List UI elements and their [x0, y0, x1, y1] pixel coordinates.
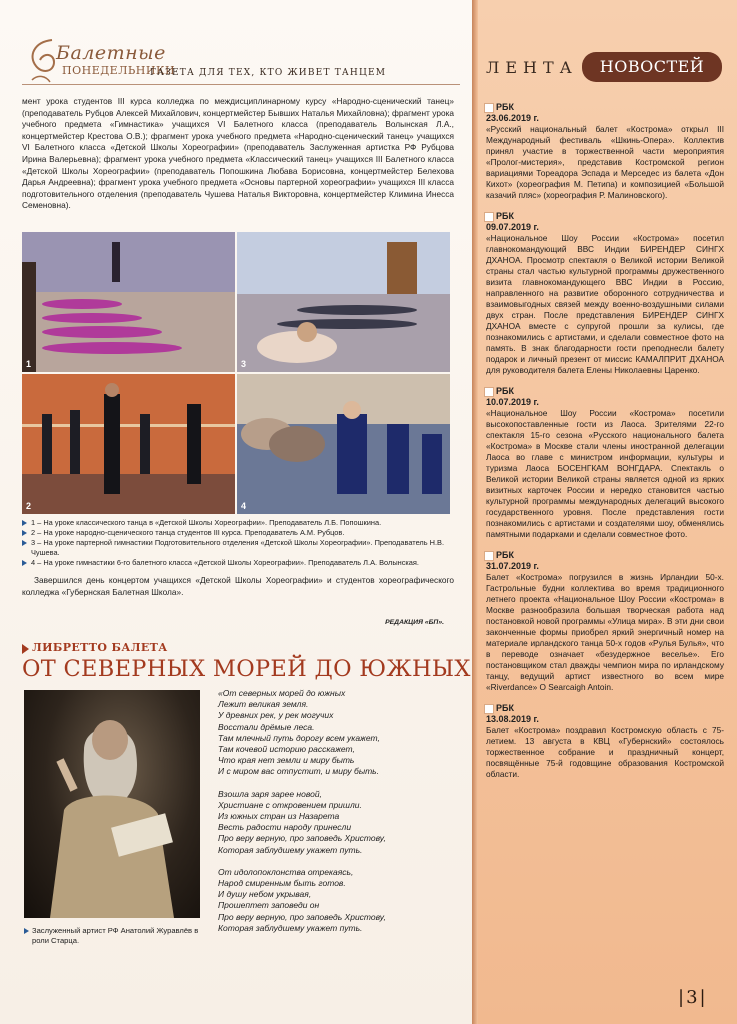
- news-text: Балет «Кострома» поздравил Костромскую область с 75-летием. 13 августа в КВЦ «Губернский» состоялось торжественное собрание и праздничный концерт, посвящённые 75-й годовщине образования Костромской области.: [486, 725, 724, 779]
- poem-line: У древних рек, у рек могучих: [218, 710, 334, 721]
- poem-line: Которая заблудшему укажет путь.: [218, 922, 363, 933]
- news-date: 31.07.2019 г.: [486, 561, 539, 571]
- photo-number: 2: [26, 501, 32, 511]
- photo-3-illustration: [237, 232, 450, 372]
- photo-caption: 3 – На уроке партерной гимнастики Подготовительного отделения «Детской Школы Хореографии». Преподаватель Н.В. Чушева.: [22, 538, 462, 558]
- poem-line: Народ смиренным быть готов.: [218, 878, 346, 889]
- poem-line: «От северных морей до южных: [218, 688, 346, 698]
- news-text: Балет «Кострома» погрузился в жизнь Ирландии 50-х. Гастрольные будни коллектива во время традиционного летнего проекта «Национальное Шоу России «Кострома» в Москве разнообразила большая творческая работа над постановкой новой программы «Улица мира». В эти дни свои законченные формы приобрел яркий энергичный номер на материале ирландского танца 50-х годов «Рулья Булья», что в переводе означает «безудержное веселье». Его постановщиком стал дважды чемпион мира по ирландскому танцу, ведущий артист известного во всем мире «Riverdance» О Searcaigh Antoin.: [486, 572, 724, 692]
- poem-line: И душу небом укрывая,: [218, 889, 312, 900]
- newspaper-tagline: ГАЗЕТА ДЛЯ ТЕХ, КТО ЖИВЕТ ТАНЦЕМ: [150, 68, 387, 78]
- photo-grid: [22, 232, 450, 514]
- news-source: РБК: [484, 386, 724, 397]
- photo-number: 3: [241, 359, 247, 369]
- elder-illustration: [24, 690, 200, 918]
- logo-subtitle: ПОНЕДЕЛЬНИКИ: [62, 64, 176, 77]
- poem-line: Там кочевой историю расскажет,: [218, 744, 355, 755]
- poem-line: Христиане с откровением пришли.: [218, 799, 362, 810]
- rubric-arrow-icon: [22, 644, 29, 654]
- libretto-title: ОТ СЕВЕРНЫХ МОРЕЙ ДО ЮЖНЫХ: [22, 656, 471, 682]
- photo-number: 4: [241, 501, 247, 511]
- poem-line: От идолопоклонства отрекаясь,: [218, 866, 354, 877]
- news-item: [484, 386, 724, 540]
- newspaper-logo: [22, 36, 176, 86]
- news-date: 23.06.2019 г.: [486, 113, 539, 123]
- news-date: 13.08.2019 г.: [486, 714, 539, 724]
- news-item: [484, 211, 724, 376]
- poem-stanza: [218, 867, 458, 934]
- poem-line: Про веру верную, про заповедь Христову,: [218, 833, 386, 844]
- photo-2-illustration: [22, 374, 235, 514]
- photo-classical-lesson: [22, 232, 235, 372]
- poem-line: Из южных стран из Назарета: [218, 811, 340, 822]
- news-feed: [484, 102, 724, 790]
- poem-line: Про веру верную, про заповедь Христову,: [218, 911, 386, 922]
- poem-line: Восстали дрёмые леса.: [218, 721, 315, 732]
- photo-caption: 1 – На уроке классического танца в «Детской Школы Хореографии». Преподаватель Л.Б. Попошкина.: [22, 518, 462, 528]
- news-text: «Русский национальный балет «Кострома» открыл III Международный фестиваль «Шкинь-Опера». Коллектив принял участие в торжественной части мероприятия «Пролог-мистерия», представив Костромской регион вариациями Тореадора Эспада и Мерседес из балета «Дон Кихот» (хореография М. Петипа) и композицией «Большой казачий пляс» (хореография Р. Малиновского).: [486, 124, 724, 200]
- poem-line: Лежит великая земля.: [218, 699, 309, 710]
- poem-line: И с миром вас отпустит, и миру быть.: [218, 766, 379, 777]
- poem-line: Что края нет земли и миру быть: [218, 755, 355, 766]
- photo-caption: 4 – На уроке гимнастики 6-го балетного класса «Детской Школы Хореографии». Преподаватель Л.А. Волынская.: [22, 558, 462, 568]
- news-item: [484, 550, 724, 693]
- photo-folk-dance-lesson: [22, 374, 235, 514]
- news-source: РБК: [484, 211, 724, 222]
- photo-gymnastics-lesson: [237, 374, 450, 514]
- photo-4-illustration: [237, 374, 450, 514]
- poem-line: Взошла заря зарее новой,: [218, 788, 322, 799]
- poem-line: Там млечный путь дорогу всем укажет,: [218, 732, 380, 743]
- poem-line: Весть радости народу принесли: [218, 822, 352, 833]
- poem-stanza: [218, 688, 458, 778]
- article-outro-text: Завершился день концертом учащихся «Детской Школы Хореографии» и студентов хореографического колледжа «Губернская Балетная Школа».: [22, 575, 454, 597]
- logo-title: Балетные: [56, 42, 166, 64]
- novostei-badge: НОВОСТЕЙ: [582, 52, 722, 82]
- news-date: 09.07.2019 г.: [486, 222, 539, 232]
- news-source: РБК: [484, 550, 724, 561]
- elder-photo: [24, 690, 200, 918]
- news-item: [484, 102, 724, 201]
- photo-1-illustration: [22, 232, 235, 372]
- poem-stanza: [218, 789, 458, 856]
- poem-line: Которая заблудшему укажет путь.: [218, 844, 363, 855]
- news-text: «Национальное Шоу России «Кострома» посетили высокопоставленные гости из Лаоса. Зрителями 22-го спектакля 15-го сезона «Русского национального балета «Кострома» в Москве стали члены иностранной делегации Лаоса во главе с министром информации, культуры и туризма Лаоса БОСЕНГКАМ ВОНГДАРА. Спектакль о Великой истории Великой страны является одной из ярких визитных карточек России и нередко становится частью культурной программы международных делегаций высокого государственного уровня. После представления гости познакомились с артистами и создателями шоу, обменялись памятными подарками и сделали совместное фото.: [486, 408, 724, 539]
- photo-caption: 2 – На уроке народно-сценического танца студентов III курса. Преподаватель А.М. Рубцов.: [22, 528, 462, 538]
- news-source: РБК: [484, 102, 724, 113]
- news-text: «Национальное Шоу России «Кострома» посетил главнокомандующий ВВС Индии БИРЕНДЕР СИНГХ ДХАНОА. Просмотр спектакля о Великой истории Великой страны стал частью культурной программы дружественного визита главнокомандующего ВВС Индии в Россию, направленного на развитие оборонного сотрудничества и взаимовыгодных связей между военно-воздушными силами двух стран. После представления БИРЕНДЕР СИНГХ ДХАНОА вместе с супругой прошли за кулисы, где познакомились с артистами, и сделали совместное фото на память. В знак благодарности гости преподнесли балету подарок и личный презент от миссис КАМАЛПРИТ ДХАНОА для руководителя балета Елены Николаевны Царенко.: [486, 233, 724, 375]
- elder-photo-caption: Заслуженный артист РФ Анатолий Журавлёв в роли Старца.: [24, 926, 212, 946]
- photo-parterre-gymnastics: [237, 232, 450, 372]
- libretto-rubric: ЛИБРЕТТО БАЛЕТА: [32, 641, 168, 654]
- lenta-label: ЛЕНТА: [486, 58, 578, 77]
- poem-line: Прошептет заповеди он: [218, 900, 320, 911]
- news-item: [484, 703, 724, 780]
- page-number: |3|: [678, 987, 708, 1008]
- photo-number: 1: [26, 359, 32, 369]
- article-signature: РЕДАКЦИЯ «БП».: [385, 619, 444, 626]
- photo-captions: [22, 518, 462, 568]
- news-sidebar-header: [482, 48, 727, 88]
- news-source: РБК: [484, 703, 724, 714]
- libretto-poem: [218, 688, 458, 945]
- article-intro-text: мент урока студентов III курса колледжа по междисциплинарному курсу «Народно-сценический танец» (преподаватель Рубцов Алексей Михайлович, концертмейстер Бывших Наталья Михайловна); фрагмент урока учебного предмета «Гимнастика» учащихся VI Балетного класса (преподаватель Волынская Л.А., концертмейстер Крестова О.В.); фрагмент урока учебного предмета «Народно-сценический танец» учащихся VI Балетного класса «Детской Школы Хореографии» (преподаватель Заслуженная артистка РФ Рубцова Ирина Валерьевна); фрагмент урока учебного предмета «Классический танец» учащихся III Балетного класса «Детской Школы Хореографии» (преподаватель Попошкина Любава Борисовна, концертмейстер Белехова Дарья Андреевна); фрагмент урока учебного предмета «Основы партерной хореографии» учащихся III класса подготовительного отделения (преподаватель Чушева Наталья Викторовна, концертмейстер Климина Инесса Семеновна).: [22, 96, 454, 211]
- news-date: 10.07.2019 г.: [486, 397, 539, 407]
- header-divider: [22, 84, 460, 85]
